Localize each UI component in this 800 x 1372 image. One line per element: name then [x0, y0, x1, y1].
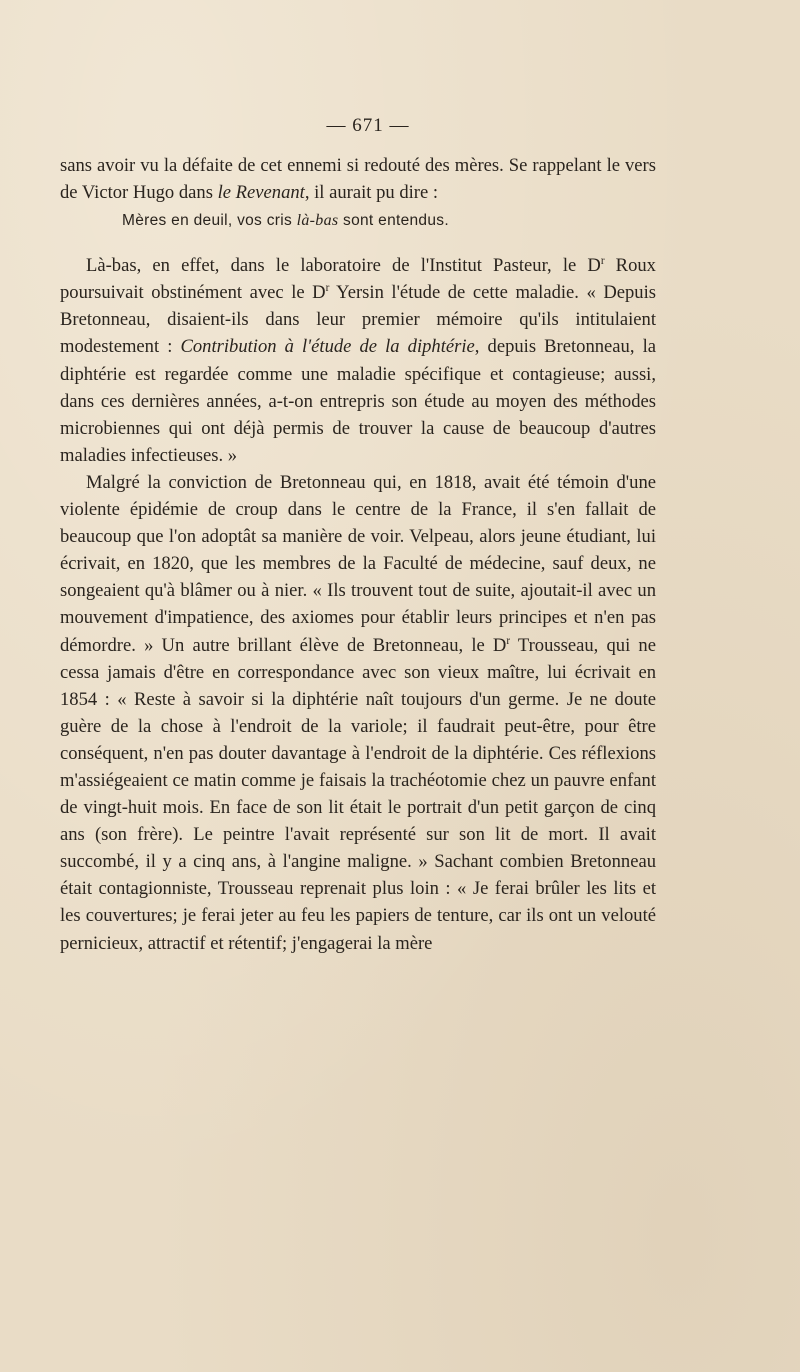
book-page [60, 112, 656, 957]
italic-run: le Revenant [217, 182, 305, 204]
text-run: Roux poursuivait obstinément avec le D [60, 255, 656, 304]
opening-paragraph [60, 152, 656, 206]
text-run: Trousseau, qui ne cessa jamais d'être en correspondance avec son vieux maître, lui écrivait en 1854 : « Reste à savoir si la diphtérie naît toujours d'un germe. Je ne doute guère de la chose à l'endroit de la variole; il faudrait peut-être, pour être conséquent, n'en pas douter davantage à l'endroit de la diphtérie. Ces réflexions m'assiégeaient ce matin comme je faisais la trachéotomie chez un pauvre enfant de vingt-huit mois. En face de son lit était le portrait d'un petit garçon de cinq ans (son frère). Le peintre l'avait représenté sur son lit de mort. Il avait succombé, il y a cinq ans, à l'angine maligne. » Sachant combien Bretonneau était contagionniste, Trousseau reprenait plus loin : « Je ferai brûler les lits et les couvertures; je ferai jeter au feu les papiers de tenture, car ils ont un velouté pernicieux, attractif et rétentif; j'engagerai la mère [60, 634, 656, 954]
superscript-run: r [325, 282, 330, 295]
text-run: sans avoir vu la défaite de cet ennemi si redouté des mères. Se rappelant le vers de Victor Hugo dans [60, 155, 656, 204]
text-run: Là-bas, en effet, dans le laboratoire de l'Institut Pasteur, le D [86, 255, 601, 277]
page-number: — 671 — [326, 115, 410, 136]
italic-run: Contribution à l'étude de la diphtérie [180, 336, 475, 358]
text-run: Malgré la conviction de Bretonneau qui, en 1818, avait été témoin d'une violente épidémie de croup dans le centre de la France, il s'en fallait de beaucoup que l'on adoptât sa manière de voir. Velpeau, alors jeune étudiant, lui écrivait, en 1820, que les membres de la Faculté de médecine, sauf deux, ne songeaient qu'à blâmer ou à nier. « Ils trouvent tout de suite, ajoutait-il avec un mouvement d'impatience, des axiomes pour établir leurs principes et n'en pas démordre. » Un autre brillant élève de Bretonneau, le D [60, 471, 656, 656]
paragraph-bretonneau-trousseau [60, 469, 656, 957]
verse-quotation [122, 208, 656, 234]
paragraph-pasteur-institute [60, 252, 656, 469]
text-run: Mères en deuil, vos cris [122, 212, 297, 230]
superscript-run: r [506, 634, 511, 647]
text-run: Yersin l'étude de cette maladie. « Depuis Bretonneau, disaient-ils dans leur premier mémoire qu'ils intitulaient modestement : [60, 282, 656, 358]
text-run: , il aurait pu dire : [304, 182, 439, 204]
superscript-run: r [600, 255, 605, 267]
text-run: , depuis Bretonneau, la diphtérie est regardée comme une maladie spécifique et contagieuse; aussi, dans ces dernières années, a-t-on entrepris son étude au moyen des méthodes microbiennes qui ont déjà permis de trouver la cause de beaucoup d'autres maladies infectieuses. » [60, 336, 656, 466]
italic-run: là-bas [296, 212, 339, 230]
text-run: sont entendus. [338, 212, 449, 230]
